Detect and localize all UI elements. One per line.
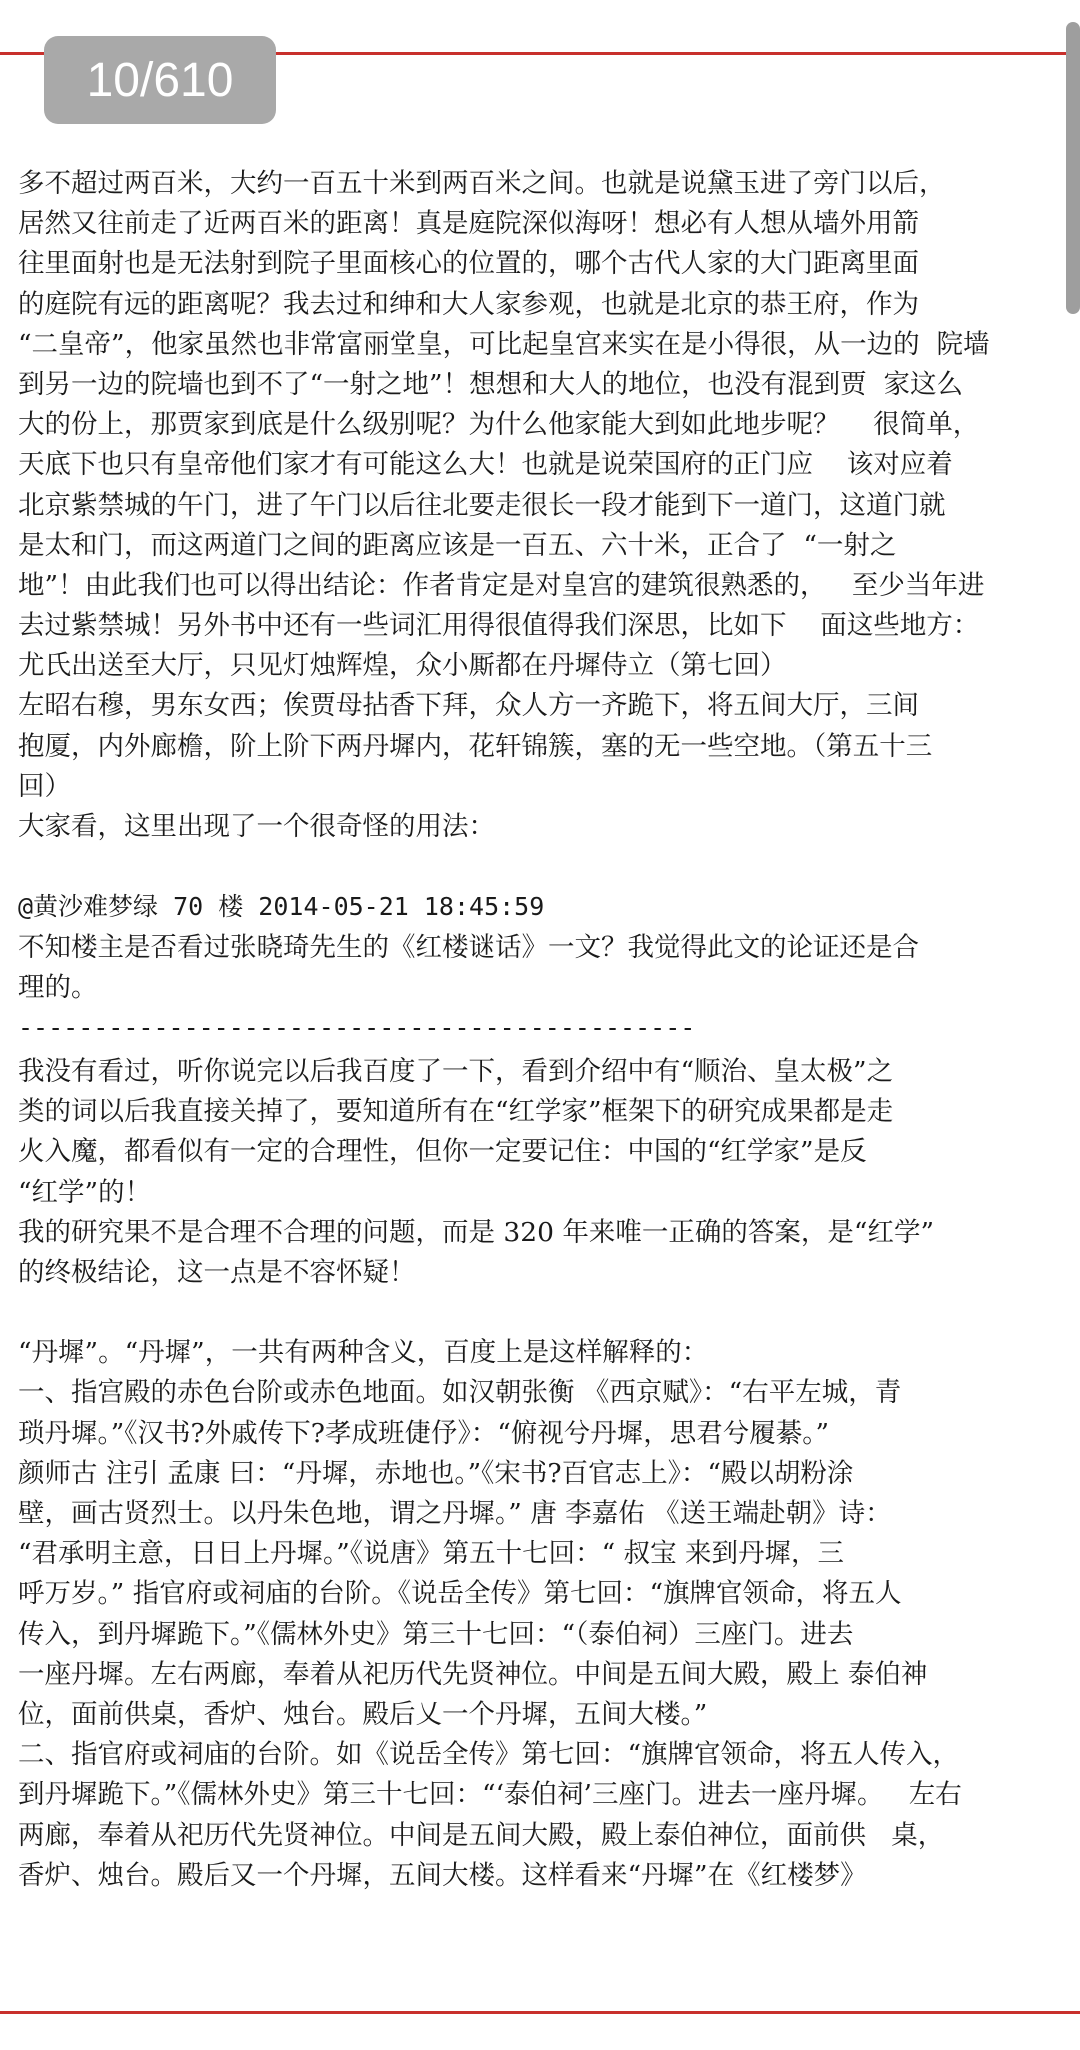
text-line: “君承明主意，日日上丹墀。”《说唐》第五十七回：“ 叔宝 来到丹墀，三	[18, 1538, 844, 1570]
text-line: 二、指官府或祠庙的台阶。如《说岳全传》第七回：“旗牌官领命，将五人传入，	[18, 1739, 960, 1771]
text-line: 火入魔，都看似有一定的合理性，但你一定要记住：中国的“红学家”是反	[18, 1136, 867, 1168]
text-line: 传入，到丹墀跪下。”《儒林外史》第三十七回：“（泰伯祠）三座门。进去	[18, 1618, 854, 1650]
text-line: “丹墀”。“丹墀”，一共有两种含义，百度上是这样解释的：	[18, 1337, 709, 1369]
text-line: 位，面前供桌，香炉、烛台。殿后乂一个丹墀，五间大楼。”	[18, 1698, 708, 1730]
text-line: 是太和门，而这两道门之间的距离应该是一百五、六十米，正合了 “一射之	[18, 529, 897, 561]
text-line: 地”！由此我们也可以得出结论：作者肯定是对皇宫的建筑很熟悉的， 至少当年进	[18, 569, 985, 601]
text-line: 往里面射也是无法射到院子里面核心的位置的，哪个古代人家的大门距离里面	[18, 248, 919, 280]
text-line: 一、指宫殿的赤色台阶或赤色地面。如汉朝张衡 《西京赋》：“右平左城，青	[18, 1377, 902, 1409]
text-line: 两廊，奉着从祀历代先贤神位。中间是五间大殿，殿上泰伯神位，面前供 桌，	[18, 1819, 945, 1851]
text-line: 居然又往前走了近两百米的距离！真是庭院深似海呀！想必有人想从墙外用箭	[18, 208, 919, 240]
text-line: 理的。	[18, 971, 98, 1003]
text-line: 天底下也只有皇帝他们家才有可能这么大！也就是说荣国府的正门应 该对应着	[18, 449, 953, 481]
text-line: 不知楼主是否看过张晓琦先生的《红楼谜话》一文？我觉得此文的论证还是合	[18, 931, 919, 963]
spacer	[18, 847, 1063, 887]
text-line: 尤氏出送至大厅，只见灯烛辉煌，众小厮都在丹墀侍立（第七回）	[18, 650, 787, 682]
text-line: 琐丹墀。”《汉书?外戚传下?孝成班倢伃》：“俯视兮丹墀，思君兮履綦。”	[18, 1417, 830, 1449]
text-line: 去过紫禁城！另外书中还有一些词汇用得很值得我们深思，比如下 面这些地方：	[18, 610, 980, 642]
page-indicator: 10/610	[44, 36, 276, 124]
text-line: “红学”的！	[18, 1176, 152, 1208]
text-line: 多不超过两百米，大约一百五十米到两百米之间。也就是说黛玉进了旁门以后，	[18, 168, 946, 199]
text-line: 壁，画古贤烈士。以丹朱色地，谓之丹墀。” 唐 李嘉佑 《送王端赴朝》诗：	[18, 1498, 892, 1529]
text-line: 呼万岁。” 指官府或祠庙的台阶。《说岳全传》第七回：“旗牌官领命，将五人	[18, 1578, 902, 1610]
separator-line: ---------------------------------------------	[18, 1012, 696, 1038]
text-line: 大家看，这里出现了一个很奇怪的用法：	[18, 811, 495, 842]
reader-content	[18, 164, 1063, 1896]
paragraph-main	[18, 164, 1063, 847]
scrollbar[interactable]	[1066, 22, 1080, 314]
bottom-red-rule	[0, 2011, 1080, 2014]
text-line: 回）	[18, 770, 71, 802]
text-line: 到丹墀跪下。”《儒林外史》第三十七回：“‘泰伯祠’三座门。进去一座丹墀。 左右	[18, 1779, 962, 1811]
quote-header: @黄沙难梦绿 70 楼 2014-05-21 18:45:59	[18, 892, 545, 922]
text-line: 左昭右穆，男东女西；俟贾母拈香下拜，众人方一齐跪下，将五间大厅，三间	[18, 690, 919, 722]
text-line: 到另一边的院墙也到不了“一射之地”！想想和大人的地位，也没有混到贾 家这么	[18, 368, 963, 400]
spacer	[18, 1293, 1063, 1333]
text-line: 类的词以后我直接关掉了，要知道所有在“红学家”框架下的研究成果都是走	[18, 1096, 894, 1128]
text-line: 抱厦，内外廊檐，阶上阶下两丹墀内，花轩锦簇，塞的无一些空地。（第五十三	[18, 730, 933, 762]
definition-block	[18, 1333, 1063, 1896]
text-line: 我的研究果不是合理不合理的问题，而是 320 年来唯一正确的答案，是“红学”	[18, 1216, 935, 1248]
text-line: 颜师古 注引 孟康 曰：“丹墀，赤地也。”《宋书?百官志上》：“殿以胡粉涂	[18, 1457, 854, 1489]
text-line: 的庭院有远的距离呢？我去过和绅和大人家参观，也就是北京的恭王府，作为	[18, 288, 919, 320]
text-line: 的终极结论，这一点是不容怀疑！	[18, 1256, 416, 1288]
reply-block	[18, 1052, 1063, 1293]
text-line: “二皇帝”，他家虽然也非常富丽堂皇，可比起皇宫来实在是小得很，从一边的 院墙	[18, 328, 990, 360]
text-line: 我没有看过，听你说完以后我百度了一下，看到介绍中有“顺治、皇太极”之	[18, 1055, 894, 1087]
text-line: 一座丹墀。左右两廊，奉着从祀历代先贤神位。中间是五间大殿，殿上 泰伯神	[18, 1658, 928, 1690]
text-line: 香炉、烛台。殿后又一个丹墀，五间大楼。这样看来“丹墀”在《红楼梦》	[18, 1859, 867, 1891]
text-line: 大的份上，那贾家到底是什么级别呢？为什么他家能大到如此地步呢？ 很简单，	[18, 409, 980, 441]
spacer	[18, 1038, 1063, 1052]
quote-block	[18, 887, 1063, 1038]
text-line: 北京紫禁城的午门，进了午门以后往北要走很长一段才能到下一道门，这道门就	[18, 489, 946, 521]
